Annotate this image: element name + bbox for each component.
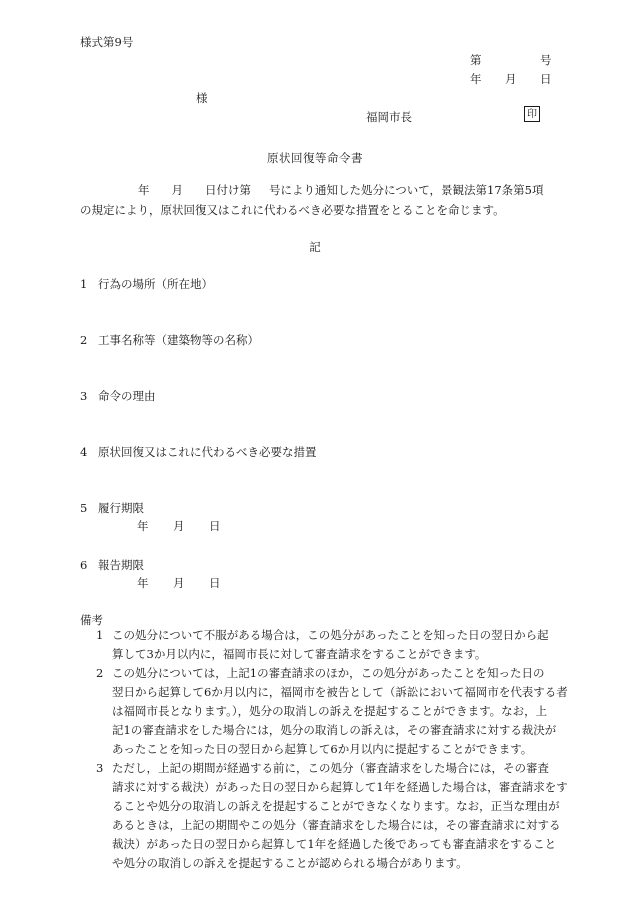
- issue-date-year: 年: [470, 72, 482, 86]
- deadline-day: 日: [209, 576, 221, 590]
- section-number: 2: [80, 333, 88, 347]
- note-line: 算して3か月以内に，福岡市長に対して審査請求をすることができます。: [112, 647, 487, 661]
- section-label: 命令の理由: [98, 389, 156, 403]
- remarks-heading: 備考: [80, 613, 103, 627]
- note-line: 3 ただし，上記の期間が経過する前に，この処分（審査請求をした場合には，その審査: [96, 759, 556, 778]
- seal-stamp: 印: [524, 106, 540, 122]
- note-line: あるときは，上記の期間やこの処分（審査請求をした場合には，その審査請求に対する: [112, 818, 561, 832]
- ki-marker: 記: [309, 240, 321, 254]
- section-number: 5: [80, 501, 88, 515]
- section-label: 報告期限: [98, 558, 144, 572]
- note-line: ることや処分の取消しの訴えを提起することができなくなります。なお，正当な理由が: [112, 799, 560, 813]
- section-number: 4: [80, 445, 88, 459]
- performance-deadline-date: [137, 518, 221, 534]
- section-number: 6: [80, 558, 88, 572]
- deadline-month: 月: [173, 519, 185, 533]
- section-number: 1: [80, 277, 88, 291]
- document-number-label: 第: [470, 53, 482, 67]
- remark-note-3: [96, 759, 568, 873]
- deadline-year: 年: [137, 519, 149, 533]
- form-number: 様式第9号: [80, 35, 134, 49]
- section-label: 行為の場所（所在地）: [98, 277, 213, 291]
- section-number: 3: [80, 389, 88, 403]
- issuer-name: 福岡市長: [366, 110, 412, 124]
- note-line: 裁決）があった日の翌日から起算して1年を経過した後であっても審査請求をすること: [112, 837, 557, 851]
- section-performance-deadline: [80, 500, 144, 516]
- section-report-deadline: [80, 557, 144, 573]
- note-line: 記1の審査請求をした場合には，処分の取消しの訴えは，その審査請求に対する裁決が: [112, 723, 557, 737]
- issue-date-day: 日: [540, 72, 552, 86]
- intro-month: 月: [171, 183, 183, 197]
- intro-notice-ref: 号により通知した処分について，景観法第17条第5項: [269, 183, 544, 197]
- section-construction-name: [80, 332, 259, 348]
- document-number-suffix: 号: [540, 53, 552, 67]
- note-line: 翌日から起算して6か月以内に，福岡市を被告として（訴訟において福岡市を代表する者: [112, 685, 568, 699]
- note-number: 2: [96, 666, 104, 680]
- note-line: 1 この処分について不服がある場合は，この処分があったことを知った日の翌日から起: [96, 626, 556, 645]
- note-line: や処分の取消しの訴えを提起することが認められる場合があります。: [112, 856, 468, 870]
- note-line: は福岡市長となります。），処分の取消しの訴えを提起することができます。なお，上: [112, 704, 548, 718]
- section-label: 工事名称等（建築物等の名称）: [98, 333, 259, 347]
- document-title: 原状回復等命令書: [267, 151, 363, 165]
- section-location: [80, 276, 213, 292]
- note-line: あったことを知った日の翌日から起算して6か月以内に提起することができます。: [112, 742, 533, 756]
- note-number: 1: [96, 628, 104, 642]
- note-line: 請求に対する裁決）があった日の翌日から起算して1年を経過した場合は，審査請求をす: [112, 780, 568, 794]
- note-line: 2 この処分については，上記1の審査請求のほか，この処分があったことを知った日の: [96, 664, 556, 683]
- section-label: 履行期限: [98, 501, 144, 515]
- section-required-measures: [80, 444, 317, 460]
- remark-note-2: [96, 664, 568, 759]
- intro-date-ref: 日付け第: [205, 183, 251, 197]
- note-number: 3: [96, 761, 104, 775]
- issue-date-month: 月: [505, 72, 517, 86]
- section-label: 原状回復又はこれに代わるべき必要な措置: [98, 445, 317, 459]
- intro-line-2: の規定により，原状回復又はこれに代わるべき必要な措置をとることを命じます。: [80, 203, 505, 217]
- addressee-suffix: 様: [196, 91, 208, 105]
- deadline-year: 年: [137, 576, 149, 590]
- remark-note-1: [96, 626, 556, 664]
- intro-line-1: [138, 182, 544, 198]
- intro-year: 年: [138, 183, 150, 197]
- section-order-reason: [80, 388, 156, 404]
- deadline-month: 月: [173, 576, 185, 590]
- report-deadline-date: [137, 575, 221, 591]
- deadline-day: 日: [209, 519, 221, 533]
